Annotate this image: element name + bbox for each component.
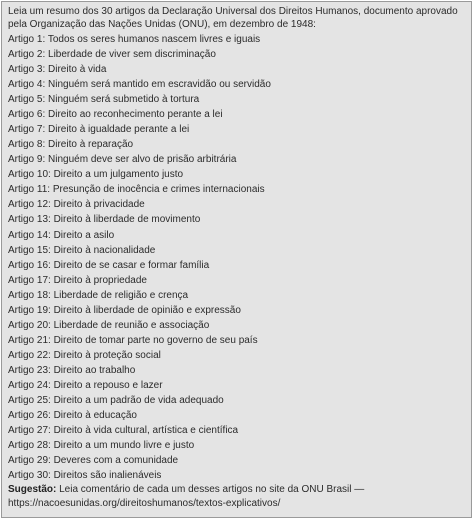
list-item: Artigo 26: Direito à educação [8,410,137,422]
list-item: Artigo 8: Direito à reparação [8,139,134,151]
list-item: Artigo 25: Direito a um padrão de vida adequado [8,395,224,407]
list-item: Artigo 12: Direito à privacidade [8,199,145,211]
list-item: Artigo 24: Direito a repouso e lazer [8,379,163,391]
list-item: Artigo 6: Direito ao reconhecimento perante a lei [8,109,223,121]
list-item: Artigo 11: Presunção de inocência e crimes internacionais [8,184,265,196]
list-item: Artigo 10: Direito a um julgamento justo [8,169,184,181]
list-item: Artigo 1: Todos os seres humanos nascem livres e iguais [8,33,261,45]
list-item: Artigo 22: Direito à proteção social [8,349,161,361]
list-item: Artigo 17: Direito à propriedade [8,274,147,286]
list-item: Artigo 21: Direito de tomar parte no governo de seu país [8,334,258,346]
list-item: Artigo 9: Ninguém deve ser alvo de prisão arbitrária [8,154,237,166]
list-item: Artigo 27: Direito à vida cultural, artística e científica [8,425,239,437]
suggestion-label: Sugestão: [8,484,57,496]
list-item: Artigo 4: Ninguém será mantido em escravidão ou servidão [8,79,271,91]
list-item: Artigo 16: Direito de se casar e formar família [8,259,210,271]
list-item: Artigo 30: Direitos são inalienáveis [8,470,162,482]
list-item: Artigo 13: Direito à liberdade de movimento [8,214,201,226]
list-item: Artigo 23: Direito ao trabalho [8,364,136,376]
list-item: Artigo 5: Ninguém será submetido à tortura [8,94,200,106]
list-item: Artigo 15: Direito à nacionalidade [8,244,156,256]
suggestion-note [8,483,465,511]
list-item: Artigo 3: Direito à vida [8,64,107,75]
list-item: Artigo 14: Direito a asilo [8,229,115,241]
list-item: Artigo 28: Direito a um mundo livre e justo [8,440,195,452]
list-item: Artigo 19: Direito à liberdade de opinião e expressão [8,304,241,316]
suggestion-text: Leia comentário de cada um desses artigos no site da ONU Brasil — https://nacoesunidas.org/direitoshumanos/textos-explicativos/ [8,484,365,510]
list-item: Artigo 7: Direito à igualdade perante a lei [8,124,190,136]
list-item: Artigo 2: Liberdade de viver sem discriminação [8,48,216,60]
intro-text: Leia um resumo dos 30 artigos da Declaração Universal dos Direitos Humanos, documento aprovado pela Organização das Nações Unidas (ONU), em dezembro de 1948: [8,6,458,31]
list-item: Artigo 29: Deveres com a comunidade [8,455,179,467]
articles-list [8,32,465,483]
list-item: Artigo 20: Liberdade de reunião e associação [8,319,210,331]
list-item: Artigo 18: Liberdade de religião e crença [8,289,189,301]
text-box [1,1,472,518]
